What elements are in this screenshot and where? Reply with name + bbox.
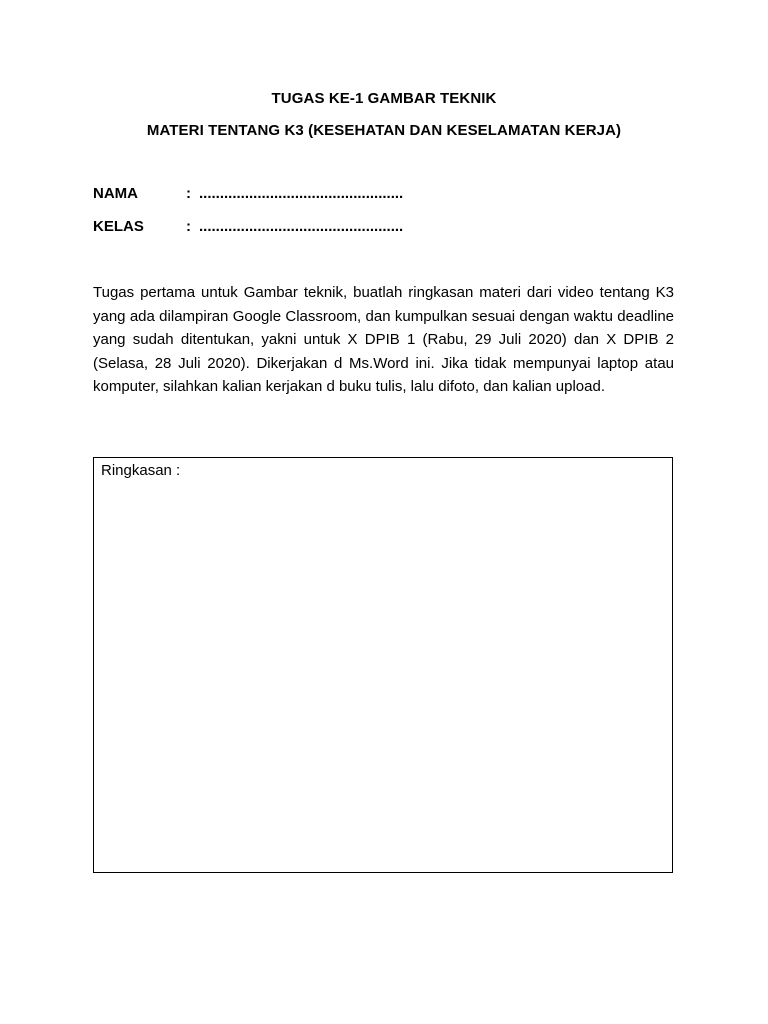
nama-colon: : [186, 185, 191, 202]
nama-label: NAMA [93, 185, 138, 202]
kelas-label: KELAS [93, 218, 144, 235]
kelas-fill-line[interactable]: ................................................. [199, 218, 404, 235]
nama-fill-line[interactable]: ................................................. [199, 185, 404, 202]
document-subtitle: MATERI TENTANG K3 (KESEHATAN DAN KESELAMATAN KERJA) [146, 122, 622, 139]
summary-answer-box[interactable] [93, 457, 673, 873]
document-title: TUGAS KE-1 GAMBAR TEKNIK [271, 90, 497, 107]
instructions-paragraph: Tugas pertama untuk Gambar teknik, buatlah ringkasan materi dari video tentang K3 yang ada dilampiran Google Classroom, dan kumpulkan sesuai dengan waktu deadline yang sudah ditentukan, yakni untuk X DPIB 1 (Rabu, 29 Juli 2020) dan X DPIB 2 (Selasa, 28 Juli 2020). Dikerjakan d Ms.Word ini. Jika tidak mempunyai laptop atau komputer, silahkan kalian kerjakan d buku tulis, lalu difoto, dan kalian upload. [93, 284, 674, 396]
nama-field-row[interactable] [93, 185, 403, 202]
summary-box-label: Ringkasan : [101, 462, 181, 479]
kelas-field-row[interactable] [93, 218, 403, 235]
kelas-colon: : [186, 218, 191, 235]
